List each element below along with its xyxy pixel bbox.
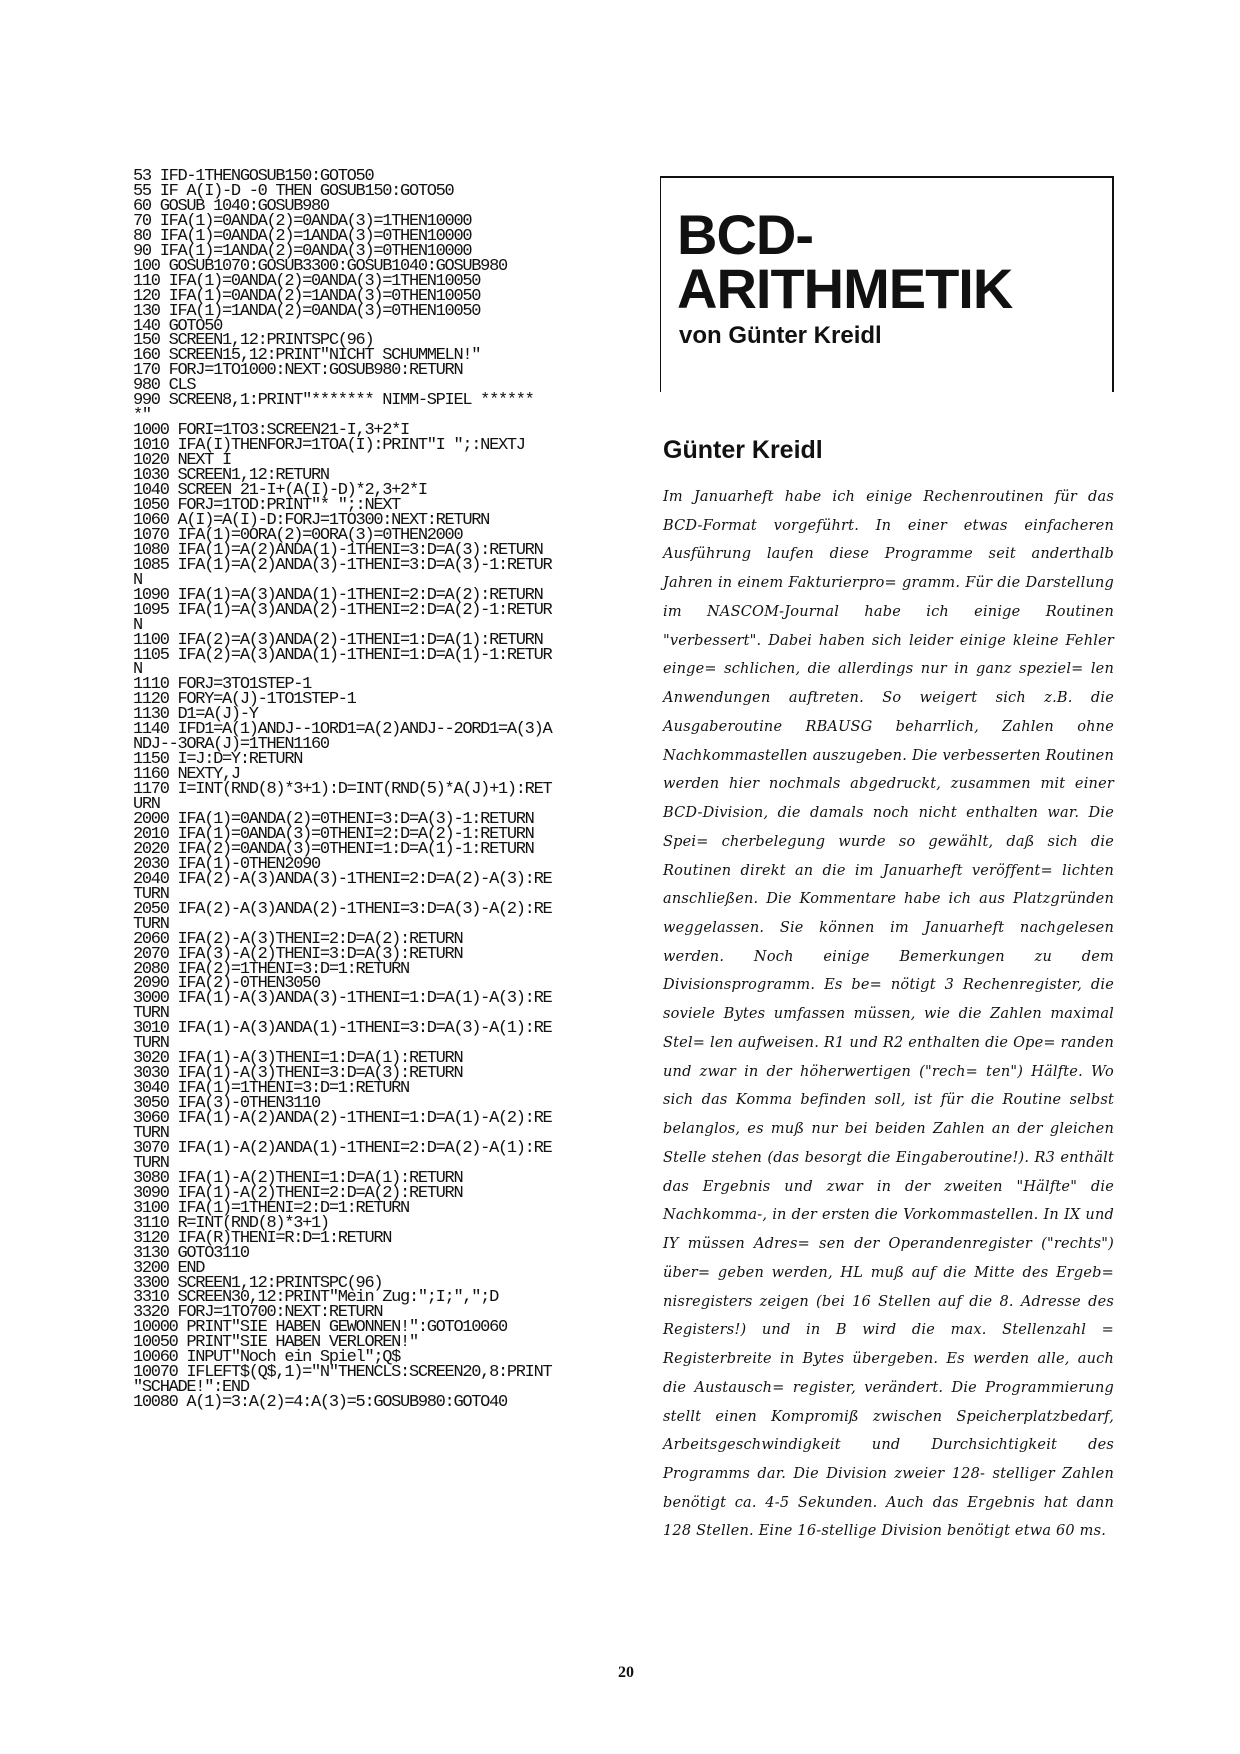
code-line: 55 IF A(I)-D -0 THEN GOSUB150:GOTO50 xyxy=(133,181,454,201)
code-line: TURN xyxy=(133,1153,169,1173)
code-line: 1110 FORJ=3TO1STEP-1 xyxy=(133,675,312,695)
code-line: "SCHADE!":END xyxy=(133,1378,249,1398)
code-line: 1130 D1=A(J)-Y xyxy=(133,705,258,725)
code-line: 1040 SCREEN 21-I+(A(I)-D)*2,3+2*I xyxy=(133,481,427,501)
code-line: 1060 A(I)=A(I)-D:FORJ=1TO300:NEXT:RETURN xyxy=(133,510,490,530)
code-line: 1000 FORI=1TO3:SCREEN21-I,3+2*I xyxy=(133,421,409,441)
code-line: 1085 IFA(1)=A(2)ANDA(3)-1THENI=3:D=A(3)-1:RETUR xyxy=(133,555,552,575)
page-number: 20 xyxy=(618,1664,634,1681)
code-line: TURN xyxy=(133,1004,169,1024)
code-line: 53 IFD-1THENGOSUB150:GOTO50 xyxy=(133,167,374,186)
code-line: *" xyxy=(133,406,151,426)
code-line: 160 SCREEN15,12:PRINT"NICHT SCHUMMELN!" xyxy=(133,346,481,366)
code-line: 990 SCREEN8,1:PRINT"******* NIMM-SPIEL ****** xyxy=(133,391,534,411)
article-body xyxy=(663,483,1114,1546)
code-line: 1050 FORJ=1TOD:PRINT"* ";:NEXT xyxy=(133,495,401,515)
code-line: 10060 INPUT"Noch ein Spiel";Q$ xyxy=(133,1348,401,1368)
code-line: 1100 IFA(2)=A(3)ANDA(2)-1THENI=1:D=A(1):RETURN xyxy=(133,630,543,650)
code-line: 980 CLS xyxy=(133,376,196,396)
code-line: 2040 IFA(2)-A(3)ANDA(3)-1THENI=2:D=A(2)-A(3):RE xyxy=(133,869,552,889)
code-line: TURN xyxy=(133,1124,169,1143)
code-line: TURN xyxy=(133,1034,169,1054)
code-line: 3310 SCREEN30,12:PRINT"Mein Zug:";I;",";D xyxy=(133,1288,498,1308)
title-line-1: BCD- xyxy=(677,203,813,266)
code-line: N xyxy=(133,660,142,680)
code-line: 1090 IFA(1)=A(3)ANDA(1)-1THENI=2:D=A(2):RETURN xyxy=(133,585,543,605)
code-line: 10050 PRINT"SIE HABEN VERLOREN!" xyxy=(133,1333,418,1353)
code-line: 3010 IFA(1)-A(3)ANDA(1)-1THENI=3:D=A(3)-A(1):RE xyxy=(133,1019,552,1039)
code-line: 2080 IFA(2)=1THENI=3:D=1:RETURN xyxy=(133,959,409,979)
code-line: TURN xyxy=(133,884,169,904)
article-title xyxy=(677,203,1013,320)
code-line: 1020 NEXT I xyxy=(133,451,231,471)
code-line: 10000 PRINT"SIE HABEN GEWONNEN!":GOTO10060 xyxy=(133,1318,507,1338)
code-line: TURN xyxy=(133,914,169,934)
code-line: 2030 IFA(1)-0THEN2090 xyxy=(133,854,320,874)
code-line: 3300 SCREEN1,12:PRINTSPC(96) xyxy=(133,1273,383,1293)
title-line-2: ARITHMETIK xyxy=(677,257,1013,320)
code-line: 1030 SCREEN1,12:RETURN xyxy=(133,466,329,486)
code-line: 1150 I=J:D=Y:RETURN xyxy=(133,750,303,770)
code-line: 10080 A(1)=3:A(2)=4:A(3)=5:GOSUB980:GOTO40 xyxy=(133,1393,507,1413)
code-line: 3320 FORJ=1TO700:NEXT:RETURN xyxy=(133,1303,383,1323)
code-line: 1140 IFD1=A(1)ANDJ--1ORD1=A(2)ANDJ--2ORD1=A(3)A xyxy=(133,720,552,740)
code-line: N xyxy=(133,570,142,590)
code-line: 170 FORJ=1TO1000:NEXT:GOSUB980:RETURN xyxy=(133,361,463,381)
code-line: 2020 IFA(2)=0ANDA(3)=0THENI=1:D=A(1)-1:RETURN xyxy=(133,839,534,859)
code-line: 3110 R=INT(RND(8)*3+1) xyxy=(133,1213,329,1233)
code-line: URN xyxy=(133,795,160,815)
basic-code-listing xyxy=(133,167,653,1413)
code-line: 1160 NEXTY,J xyxy=(133,765,240,785)
code-line: 3070 IFA(1)-A(2)ANDA(1)-1THENI=2:D=A(2)-A(1):RE xyxy=(133,1138,552,1158)
code-line: 10070 IFLEFT$(Q$,1)="N"THENCLS:SCREEN20,8:PRINT xyxy=(133,1363,552,1383)
code-line: NDJ--3ORA(J)=1THEN1160 xyxy=(133,735,329,755)
code-line: 3120 IFA(R)THENI=R:D=1:RETURN xyxy=(133,1228,392,1248)
code-line: 110 IFA(1)=0ANDA(2)=0ANDA(3)=1THEN10050 xyxy=(133,271,481,291)
code-line: 150 SCREEN1,12:PRINTSPC(96) xyxy=(133,331,374,351)
code-line: 1170 I=INT(RND(8)*3+1):D=INT(RND(5)*A(J)+1):RET xyxy=(133,780,552,800)
code-line: 120 IFA(1)=0ANDA(2)=1ANDA(3)=0THEN10050 xyxy=(133,286,481,306)
code-line: 3000 IFA(1)-A(3)ANDA(3)-1THENI=1:D=A(1)-A(3):RE xyxy=(133,989,552,1009)
code-line: 130 IFA(1)=1ANDA(2)=0ANDA(3)=0THEN10050 xyxy=(133,301,481,321)
byline: von Günter Kreidl xyxy=(679,322,882,349)
code-line: 3050 IFA(3)-0THEN3110 xyxy=(133,1094,320,1114)
code-line: 70 IFA(1)=0ANDA(2)=0ANDA(3)=1THEN10000 xyxy=(133,211,472,231)
code-line: 1010 IFA(I)THENFORJ=1TOA(I):PRINT"I ";:NEXTJ xyxy=(133,436,525,456)
code-line: 100 GOSUB1070:GOSUB3300:GOSUB1040:GOSUB980 xyxy=(133,256,507,276)
code-line: 3020 IFA(1)-A(3)THENI=1:D=A(1):RETURN xyxy=(133,1049,463,1069)
code-line: 2070 IFA(3)-A(2)THENI=3:D=A(3):RETURN xyxy=(133,944,463,964)
code-line: 1080 IFA(1)=A(2)ANDA(1)-1THENI=3:D=A(3):RETURN xyxy=(133,540,543,560)
code-line: 90 IFA(1)=1ANDA(2)=0ANDA(3)=0THEN10000 xyxy=(133,241,472,261)
code-line: 3030 IFA(1)-A(3)THENI=3:D=A(3):RETURN xyxy=(133,1064,463,1084)
code-line: 3040 IFA(1)=1THENI=3:D=1:RETURN xyxy=(133,1079,409,1099)
code-line: 2090 IFA(2)-0THEN3050 xyxy=(133,974,320,994)
code-line: 2060 IFA(2)-A(3)THENI=2:D=A(2):RETURN xyxy=(133,929,463,949)
code-line: 2000 IFA(1)=0ANDA(2)=0THENI=3:D=A(3)-1:RETURN xyxy=(133,809,534,829)
code-line: N xyxy=(133,615,142,635)
code-line: 80 IFA(1)=0ANDA(2)=1ANDA(3)=0THEN10000 xyxy=(133,226,472,246)
code-line: 1070 IFA(1)=0ORA(2)=0ORA(3)=0THEN2000 xyxy=(133,525,463,545)
code-line: 3090 IFA(1)-A(2)THENI=2:D=A(2):RETURN xyxy=(133,1183,463,1203)
code-line: 2010 IFA(1)=0ANDA(3)=0THENI=2:D=A(2)-1:RETURN xyxy=(133,824,534,844)
code-line: 3130 GOTO3110 xyxy=(133,1243,249,1263)
code-line: 3080 IFA(1)-A(2)THENI=1:D=A(1):RETURN xyxy=(133,1168,463,1188)
code-line: 3060 IFA(1)-A(2)ANDA(2)-1THENI=1:D=A(1)-A(2):RE xyxy=(133,1109,552,1129)
title-box xyxy=(660,176,1114,392)
code-line: 1120 FORY=A(J)-1TO1STEP-1 xyxy=(133,690,356,710)
code-line: 60 GOSUB 1040:GOSUB980 xyxy=(133,196,329,216)
code-line: 2050 IFA(2)-A(3)ANDA(2)-1THENI=3:D=A(3)-A(2):RE xyxy=(133,899,552,919)
code-line: 3100 IFA(1)=1THENI=2:D=1:RETURN xyxy=(133,1198,409,1218)
body-paragraph: Im Januarheft habe ich einige Rechenroutinen für das BCD-Format vorgeführt. In einer etwas einfacheren Ausführung laufen diese Programme seit anderthalb Jahren in einem Fakturierpro= gramm. Für die Darstellung im NASCOM-Journal habe ich einige Routinen "verbessert". Dabei haben sich leider einige kleine Fehler einge= schlichen, die allerdings nur in ganz speziel= len Anwendungen auftreten. So weigert sich z.B. die Ausgaberoutine RBAUSG beharrlich, Zahlen ohne Nachkommastellen auszugeben. Die verbesserten Routinen werden hier nochmals abgedruckt, zusammen mit einer BCD-Division, die damals noch nicht enthalten war. Die Spei= cherbelegung wurde so gewählt, daß sich die Routinen direkt an die im Januarheft veröffent= lichten anschließen. Die Kommentare habe ich aus Platzgründen weggelassen. Sie können im Januarheft nachgelesen werden. Noch einige Bemerkungen zu dem Divisionsprogramm. Es be= nötigt 3 Rechenregister, die soviele Bytes umfassen müssen, wie die Zahlen maximal Stel= len aufweisen. R1 und R2 enthalten die Ope= randen und zwar in der höherwertigen ("rech= ten") Hälfte. Wo sich das Komma befinden soll, ist für die Routine selbst belanglos, es muß nur bei beiden Zahlen an der gleichen Stelle stehen (das besorgt die Eingaberoutine!). R3 enthält das Ergebnis und zwar in der zweiten "Hälfte" die Nachkomma-, in der ersten die Vorkommastellen. In IX und IY müssen Adres= sen der Operandenregister ("rechts") über= geben werden, HL muß auf die Mitte des Ergeb= nisregisters zeigen (bei 16 Stellen auf die 8. Adresse des Registers!) und in B wird die max. Stellenzahl = Registerbreite in Bytes übergeben. Es werden alle, auch die Austausch= register, verändert. Die Programmierung stellt einen Kompromiß zwischen Speicherplatzbedarf, Arbeitsgeschwindigkeit und Durchsichtigkeit des Programms dar. Die Division zweier 128- stelliger Zahlen benötigt ca. 4-5 Sekunden. Auch das Ergebnis hat dann 128 Stellen. Eine 16-stellige Division benötigt etwa 60 ms. xyxy=(663,489,1114,1540)
code-line: 1105 IFA(2)=A(3)ANDA(1)-1THENI=1:D=A(1)-1:RETUR xyxy=(133,645,552,665)
code-line: 3200 END xyxy=(133,1258,205,1278)
author-heading: Günter Kreidl xyxy=(663,436,823,464)
code-line: 140 GOTO50 xyxy=(133,316,223,336)
code-line: 1095 IFA(1)=A(3)ANDA(2)-1THENI=2:D=A(2)-1:RETUR xyxy=(133,600,552,620)
